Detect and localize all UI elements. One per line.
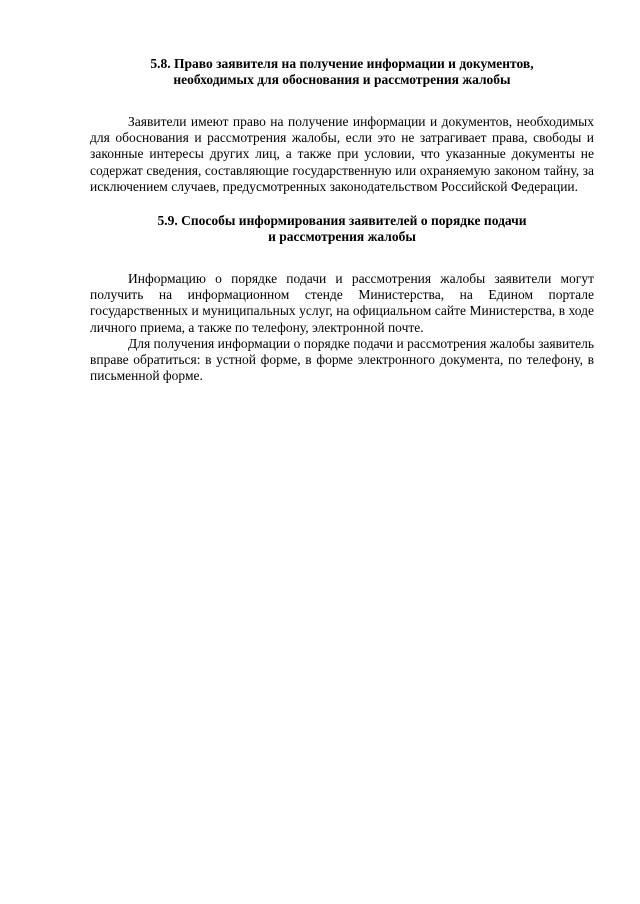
document-content xyxy=(90,56,594,384)
section-5-8-heading xyxy=(90,56,594,88)
section-5-8-paragraph: Заявители имеют право на получение информации и документов, необходимых для обоснования и рассмотрения жалобы, если это не затрагивает права, свободы и законные интересы других лиц, а также при условии, что указанные документы не содержат сведения, составляющие государственную или охраняемую законом тайну, за исключением случаев, предусмотренных законодательством Российской Федерации. xyxy=(90,114,594,194)
section-5-8-heading-line1: 5.8. Право заявителя на получение информации и документов, xyxy=(150,56,534,71)
section-5-9-paragraph-2: Для получения информации о порядке подачи и рассмотрения жалобы заявитель вправе обратиться: в устной форме, в форме электронного документа, по телефону, в письменной форме. xyxy=(90,335,594,384)
section-5-9-heading xyxy=(90,213,594,245)
section-5-8-heading-line2: необходимых для обоснования и рассмотрения жалобы xyxy=(173,72,511,87)
section-5-9-heading-line2: и рассмотрения жалобы xyxy=(268,229,416,245)
section-5-9-heading-line1: 5.9. Способы информирования заявителей о порядке подачи xyxy=(157,213,527,229)
section-5-9-paragraph-1: Информацию о порядке подачи и рассмотрения жалобы заявители могут получить на информационном стенде Министерства, на Едином портале государственных и муниципальных услуг, на официальном сайте Министерства, в ходе личного приема, а также по телефону, электронной почте. xyxy=(90,271,594,335)
